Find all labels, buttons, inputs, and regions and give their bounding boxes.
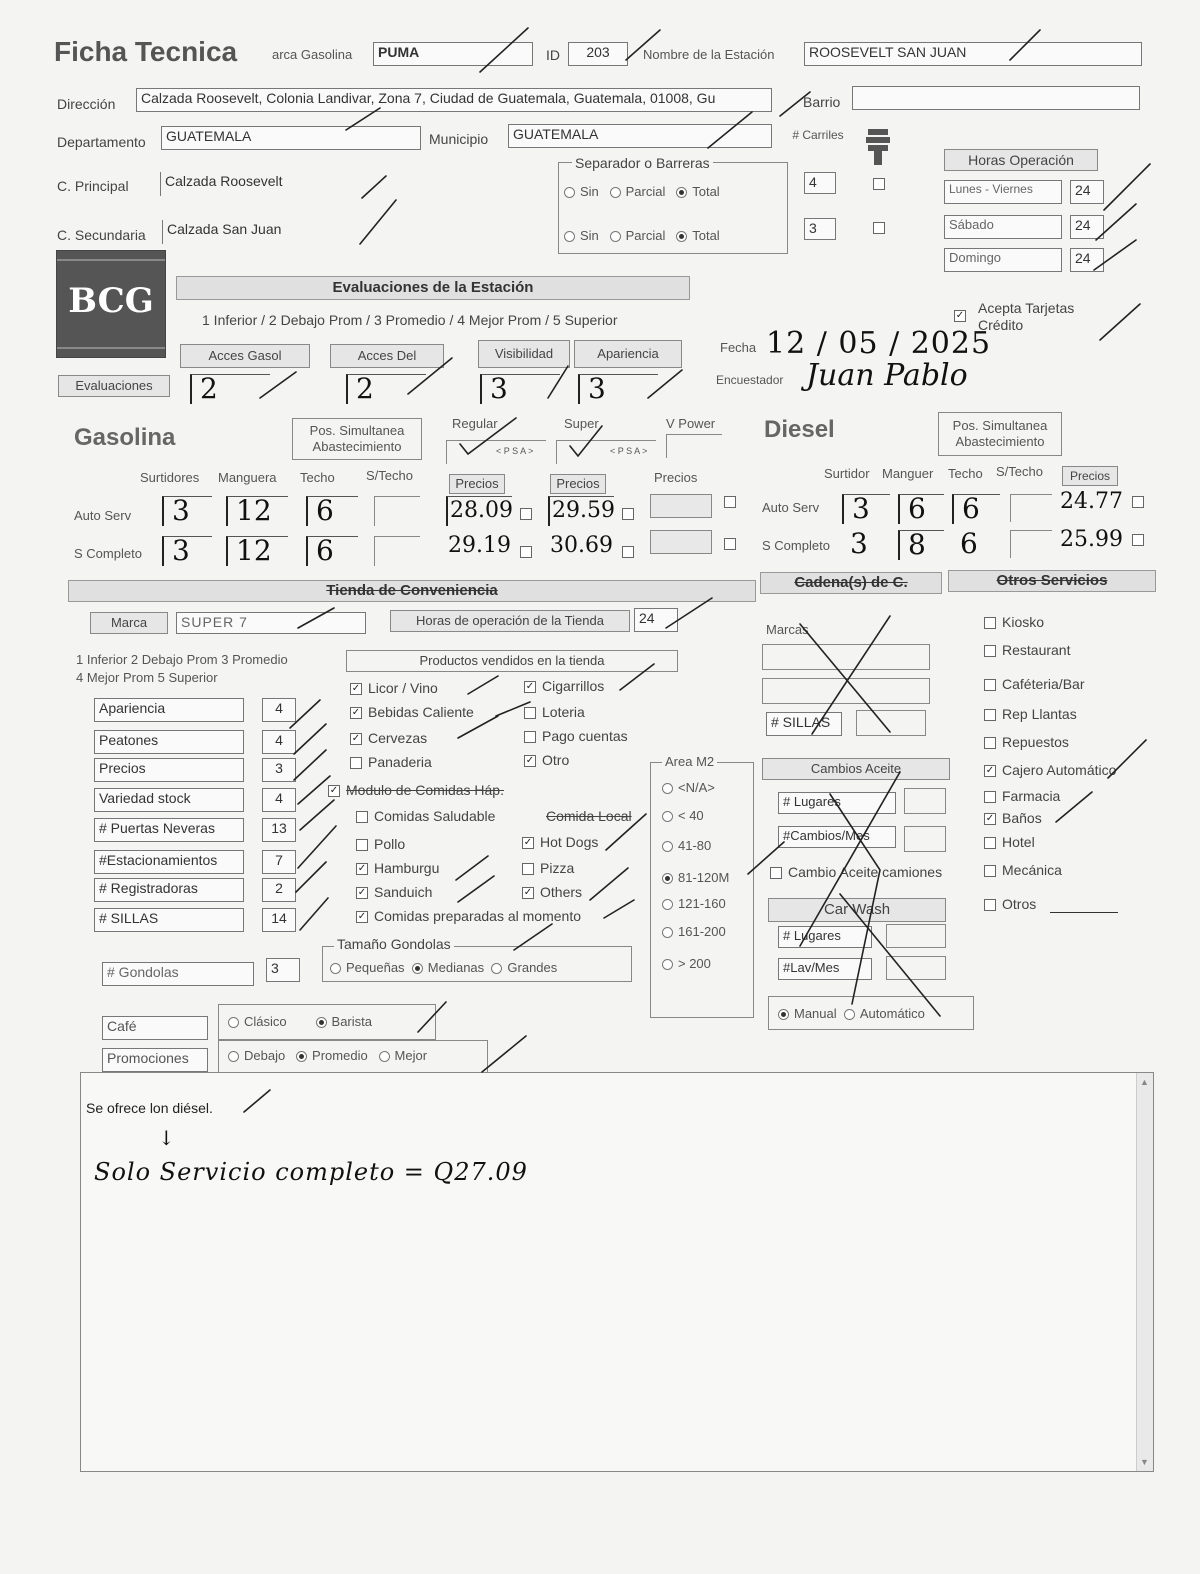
tick-mark (300, 898, 328, 930)
sabado-label: Sábado (944, 215, 1062, 239)
col-techo: Techo (300, 470, 335, 485)
tick-mark (1096, 204, 1136, 240)
cambios-aceite-header: Cambios Aceite (762, 758, 950, 780)
item-label: Cigarrillos (542, 678, 605, 694)
gas-completo-regular[interactable]: 29.19 (448, 533, 511, 558)
productos-header: Productos vendidos en la tienda (346, 650, 678, 672)
cafe-label: Café (102, 1016, 208, 1040)
item-checkbox[interactable]: ✓ (351, 683, 361, 695)
rating-value[interactable]: 4 (262, 730, 296, 754)
domingo-label: Domingo (944, 248, 1062, 272)
tick-mark (458, 876, 494, 902)
tick-mark (482, 1036, 526, 1072)
tienda-marca-label: Marca (90, 612, 168, 634)
tick-mark (290, 700, 320, 728)
area-option-label: < 40 (678, 808, 704, 823)
evaluaciones-scale: 1 Inferior / 2 Debajo Prom / 3 Promedio / 4 Mejor Prom / 5 Superior (202, 312, 618, 328)
manual-label: Manual (794, 1006, 837, 1021)
tick-mark (626, 30, 660, 60)
acces-gasol-label: Acces Gasol (180, 344, 310, 368)
gas-auto-label: Auto Serv (74, 508, 132, 523)
gas-auto-super[interactable]: 29.59 (548, 496, 614, 526)
item-label: Caféteria/Bar (1002, 676, 1085, 692)
marca-input[interactable]: PUMA (373, 42, 533, 66)
modulo-label: Modulo de Comidas Háp. (346, 782, 504, 798)
tick-mark (298, 608, 334, 628)
page-title: Ficha Tecnica (54, 36, 238, 67)
cross-out (840, 894, 940, 1016)
gondolas-label: # Gondolas (102, 962, 254, 986)
item-label: Hotel (1002, 834, 1035, 850)
diesel-col-surtidor: Surtidor (824, 466, 870, 481)
lav-mes-label: #Lav/Mes (778, 958, 872, 980)
comidas-local-label: Comida Local (546, 808, 632, 824)
tick-mark (1108, 740, 1146, 778)
tick-mark (244, 1090, 270, 1112)
rating-label: # Registradoras (94, 878, 244, 902)
tick-mark (1100, 304, 1140, 340)
carriles-secundaria-input[interactable]: 3 (804, 218, 836, 240)
encuestador-value[interactable]: Juan Pablo (806, 358, 968, 393)
tick-mark (606, 814, 646, 850)
item-label: Pago cuentas (542, 728, 628, 744)
departamento-label: Departamento (57, 134, 146, 150)
item-checkbox[interactable]: ✓ (351, 733, 361, 745)
vpower-label: V Power (666, 416, 716, 431)
diesel-auto-techo[interactable]: 6 (952, 494, 1000, 524)
item-label: Cervezas (368, 730, 428, 746)
comidas-momento-label: Comidas preparadas al momento (374, 908, 581, 924)
medianas-label: Medianas (427, 960, 485, 975)
carriles-principal-input[interactable]: 4 (804, 172, 836, 194)
tick-mark (418, 1002, 446, 1032)
tienda-marca-input[interactable]: SUPER 7 (176, 612, 366, 634)
car-wash-header: Car Wash (768, 898, 946, 922)
tick-mark (1094, 240, 1136, 270)
diesel-completo-precio[interactable]: 25.99 (1060, 527, 1123, 552)
area-option-label: 81-120M (678, 870, 730, 885)
tick-mark (456, 856, 488, 880)
tick-mark (296, 862, 326, 892)
cambios-mes-label: #Cambios/Mes (778, 826, 896, 848)
gasolina-pos-label: Pos. Simultanea Abastecimiento (309, 423, 405, 454)
comidas-momento-checkbox[interactable]: ✓ (357, 911, 367, 923)
item-label: Pollo (374, 836, 406, 852)
opt-total-label-2: Total (692, 228, 720, 243)
rating-value[interactable]: 4 (262, 698, 296, 722)
barista-label: Barista (331, 1014, 372, 1029)
item-label: Panaderia (368, 754, 432, 770)
id-label: ID (546, 47, 560, 63)
acces-del-value[interactable]: 2 (346, 374, 426, 404)
promedio-label: Promedio (312, 1048, 368, 1063)
col-surtidores: Surtidores (140, 470, 200, 485)
diesel-completo-techo[interactable]: 6 (960, 527, 978, 560)
item-label: Pizza (540, 860, 575, 876)
item-label: Bebidas Caliente (368, 704, 474, 720)
gas-completo-label: S Completo (74, 546, 142, 561)
item-label: Sanduich (374, 884, 433, 900)
gas-completo-techo[interactable]: 6 (306, 536, 358, 566)
sabado-input[interactable]: 24 (1070, 215, 1104, 239)
horas-operacion-header: Horas Operación (944, 149, 1098, 171)
col-manguera: Manguera (218, 470, 277, 485)
item-label: Hot Dogs (540, 834, 599, 850)
tick-mark (260, 372, 296, 398)
c-principal-label: C. Principal (57, 178, 129, 194)
municipio-input[interactable]: GUATEMALA (508, 124, 772, 148)
tick-mark (1010, 30, 1040, 60)
item-label: Licor / Vino (368, 680, 438, 696)
modulo-checkbox[interactable]: ✓ (329, 785, 339, 797)
precio-regular-header: Precios (449, 474, 505, 494)
super-label: Super (564, 416, 599, 431)
diesel-auto-precio[interactable]: 24.77 (1060, 489, 1123, 514)
item-label: Farmacia (1002, 788, 1061, 804)
tick-mark (408, 358, 452, 394)
municipio-label: Municipio (429, 131, 489, 147)
item-checkbox[interactable]: ✓ (985, 765, 995, 777)
area-option-label: 41-80 (678, 838, 712, 853)
diesel-auto-surtidor[interactable]: 3 (842, 494, 890, 524)
c-principal-input[interactable]: Calzada Roosevelt (160, 172, 550, 196)
tick-mark (708, 112, 752, 148)
lunes-label: Lunes - Viernes (944, 180, 1062, 204)
opt-parcial-label: Parcial (625, 184, 666, 199)
tick-mark (300, 800, 334, 830)
apariencia-label: Apariencia (574, 340, 682, 368)
item-label: Baños (1002, 810, 1042, 826)
super-psa: < P S A > (610, 446, 648, 456)
automatico-label: Automático (859, 1006, 925, 1021)
item-checkbox[interactable]: ✓ (357, 887, 367, 899)
item-label: Otros (1002, 896, 1037, 912)
rating-label: Apariencia (94, 698, 244, 722)
encuestador-label: Encuestador (716, 373, 784, 387)
mejor-label: Mejor (394, 1048, 428, 1063)
tick-mark (620, 664, 654, 690)
visibilidad-label: Visibilidad (478, 340, 570, 368)
pequenas-label: Pequeñas (346, 960, 405, 975)
evaluaciones-header: Evaluaciones de la Estación (176, 276, 690, 300)
item-label: Repuestos (1002, 734, 1069, 750)
item-checkbox[interactable]: ✓ (985, 813, 995, 825)
area-title: Area M2 (662, 754, 717, 769)
item-checkbox[interactable]: ✓ (523, 837, 533, 849)
carriles-label: # Carriles (792, 128, 844, 142)
barrio-label: Barrio (803, 94, 841, 110)
scroll-down-icon[interactable]: ▼ (1140, 1457, 1149, 1467)
tick-mark (666, 598, 712, 628)
tick-mark (468, 676, 498, 694)
tick-mark (780, 92, 810, 116)
gasolina-title: Gasolina (74, 424, 176, 451)
rating-label: # Puertas Neveras (94, 818, 244, 842)
cadena-marcas-label: Marcas (766, 622, 809, 637)
diesel-col-stecho: S/Techo (996, 464, 1043, 479)
gas-auto-regular[interactable]: 28.09 (446, 496, 512, 526)
fecha-value[interactable]: 12 / 05 / 2025 (766, 326, 992, 361)
clasico-label: Clásico (244, 1014, 287, 1029)
acces-gasol-value[interactable]: 2 (190, 374, 270, 404)
tarjetas-checkbox[interactable]: ✓ (955, 310, 965, 321)
tick-mark (362, 176, 386, 198)
direccion-input[interactable]: Calzada Roosevelt, Colonia Landivar, Zona 7, Ciudad de Guatemala, Guatemala, 01008, Gu (136, 88, 772, 112)
tick-mark (570, 426, 602, 456)
rating-label: Variedad stock (94, 788, 244, 812)
item-label: Otro (542, 752, 570, 768)
item-checkbox[interactable]: ✓ (525, 681, 535, 693)
apariencia-value[interactable]: 3 (578, 374, 658, 404)
tick-mark (1056, 792, 1092, 822)
grandes-label: Grandes (507, 960, 558, 975)
item-label: Comidas Saludable (374, 808, 496, 824)
opt-sin-label: Sin (580, 184, 599, 199)
item-label: Rep Llantas (1002, 706, 1077, 722)
tick-mark (748, 842, 784, 874)
item-label: Kiosko (1002, 614, 1045, 630)
promociones-label: Promociones (102, 1048, 208, 1072)
scroll-up-icon[interactable]: ▲ (1140, 1077, 1149, 1087)
gas-auto-techo[interactable]: 6 (306, 496, 358, 526)
cross-out (800, 624, 890, 732)
cambios-lugares-label: # Lugares (778, 792, 896, 814)
item-label: Restaurant (1002, 642, 1071, 658)
rating-label: # SILLAS (94, 908, 244, 932)
diesel-completo-label: S Completo (762, 538, 830, 553)
tick-mark (548, 366, 568, 398)
gondolas-input[interactable]: 3 (266, 958, 300, 982)
tick-mark (590, 868, 628, 900)
item-checkbox[interactable]: ✓ (523, 887, 533, 899)
bcg-logo-text: BCG (68, 281, 154, 321)
tick-mark (480, 28, 528, 72)
diesel-col-techo: Techo (948, 466, 983, 481)
diesel-completo-surtidor[interactable]: 3 (850, 527, 868, 560)
precio-super-header: Precios (550, 474, 606, 494)
area-option-label: 121-160 (678, 896, 726, 911)
tienda-horas-label: Horas de operación de la Tienda (390, 610, 630, 632)
gas-auto-surtidores[interactable]: 3 (162, 496, 212, 526)
area-option-label: 161-200 (678, 924, 726, 939)
tienda-scale-2: 4 Mejor Prom 5 Superior (76, 670, 218, 685)
precio-vpower-header: Precios (654, 470, 698, 485)
c-secundaria-input[interactable]: Calzada San Juan (162, 220, 552, 244)
camiones-label: Cambio Aceite camiones (788, 864, 943, 880)
carwash-lugares-label: # Lugares (778, 926, 872, 948)
rating-label: #Estacionamientos (94, 850, 244, 874)
otros-servicios-header: Otros Servicios (948, 570, 1156, 592)
fecha-label: Fecha (720, 340, 757, 355)
comments-handwritten: Solo Servicio completo = Q27.09 (94, 1158, 528, 1186)
area-option-label: <N/A> (678, 780, 715, 795)
rating-value[interactable]: 14 (262, 908, 296, 932)
departamento-input[interactable]: GUATEMALA (161, 126, 421, 150)
tienda-scale-1: 1 Inferior 2 Debajo Prom 3 Promedio (76, 652, 288, 667)
opt-total-label: Total (692, 184, 720, 199)
item-label: Loteria (542, 704, 585, 720)
tick-mark (298, 776, 330, 804)
rating-label: Precios (94, 758, 244, 782)
marca-label: arca Gasolina (272, 47, 353, 62)
gas-auto-manguera[interactable]: 12 (226, 496, 288, 526)
regular-psa: < P S A > (496, 446, 534, 456)
tienda-horas-input[interactable]: 24 (634, 608, 678, 632)
tienda-header: Tienda de Conveniencia (68, 580, 756, 602)
id-input[interactable]: 203 (568, 42, 628, 66)
gas-completo-surtidores[interactable]: 3 (162, 536, 212, 566)
rating-value[interactable]: 7 (262, 850, 296, 874)
col-stecho: S/Techo (366, 468, 413, 483)
domingo-input[interactable]: 24 (1070, 248, 1104, 272)
item-label: Mecánica (1002, 862, 1062, 878)
visibilidad-value[interactable]: 3 (480, 374, 560, 404)
diesel-completo-manguer[interactable]: 8 (898, 530, 944, 560)
tick-mark (346, 108, 380, 130)
tick-mark (294, 750, 326, 780)
gas-completo-super[interactable]: 30.69 (550, 533, 613, 558)
rating-label: Peatones (94, 730, 244, 754)
rating-value[interactable]: 4 (262, 788, 296, 812)
regular-label: Regular (452, 416, 498, 431)
tick-mark (514, 924, 552, 950)
tick-mark (460, 418, 516, 454)
cross-out (800, 772, 900, 946)
tick-mark (1104, 164, 1150, 210)
diesel-auto-manguer[interactable]: 6 (898, 494, 944, 524)
gas-completo-manguera[interactable]: 12 (226, 536, 288, 566)
tick-mark (496, 702, 530, 716)
item-label: Others (540, 884, 583, 900)
item-label: Cajero Automático (1002, 762, 1117, 778)
nombre-label: Nombre de la Estación (643, 47, 775, 62)
cadena-header: Cadena(s) de C. (760, 572, 942, 594)
tamano-title: Tamaño Gondolas (334, 936, 454, 952)
diesel-pos-label: Pos. Simultanea Abastecimiento (952, 418, 1048, 449)
tick-mark (294, 724, 326, 754)
tick-mark (648, 370, 682, 398)
tick-mark (298, 826, 336, 868)
rating-value[interactable]: 3 (262, 758, 296, 782)
nombre-input[interactable]: ROOSEVELT SAN JUAN (804, 42, 1142, 66)
direccion-label: Dirección (57, 96, 116, 112)
rating-value[interactable]: 13 (262, 818, 296, 842)
diesel-col-manguer: Manguer (882, 466, 934, 481)
comments-typed: Se ofrece lon diésel. (86, 1100, 213, 1116)
area-option-label: > 200 (678, 956, 711, 971)
diesel-title: Diesel (764, 416, 835, 443)
item-checkbox[interactable]: ✓ (525, 755, 535, 767)
rating-value[interactable]: 2 (262, 878, 296, 902)
cross-out (812, 616, 890, 734)
comments-arrow: ↓ (158, 1126, 175, 1150)
separador-title: Separador o Barreras (572, 155, 713, 171)
cadena-sillas-label: # SILLAS (766, 712, 842, 736)
item-checkbox[interactable]: ✓ (357, 863, 367, 875)
tick-mark (360, 200, 396, 244)
cross-out (830, 794, 880, 1004)
tick-mark (604, 900, 634, 918)
lunes-input[interactable]: 24 (1070, 180, 1104, 204)
diesel-auto-label: Auto Serv (762, 500, 820, 515)
opt-sin-label-2: Sin (580, 228, 599, 243)
acces-del-label: Acces Del (330, 344, 444, 368)
debajo-label: Debajo (244, 1048, 286, 1063)
c-secundaria-label: C. Secundaria (57, 227, 146, 243)
item-label: Hamburgu (374, 860, 440, 876)
tick-mark (458, 716, 498, 738)
item-checkbox[interactable]: ✓ (351, 707, 361, 719)
opt-parcial-label-2: Parcial (625, 228, 666, 243)
evaluaciones-button[interactable]: Evaluaciones (58, 375, 170, 397)
diesel-precio-header: Precios (1062, 466, 1118, 486)
tarjetas-label: Acepta Tarjetas Crédito (978, 300, 1075, 333)
